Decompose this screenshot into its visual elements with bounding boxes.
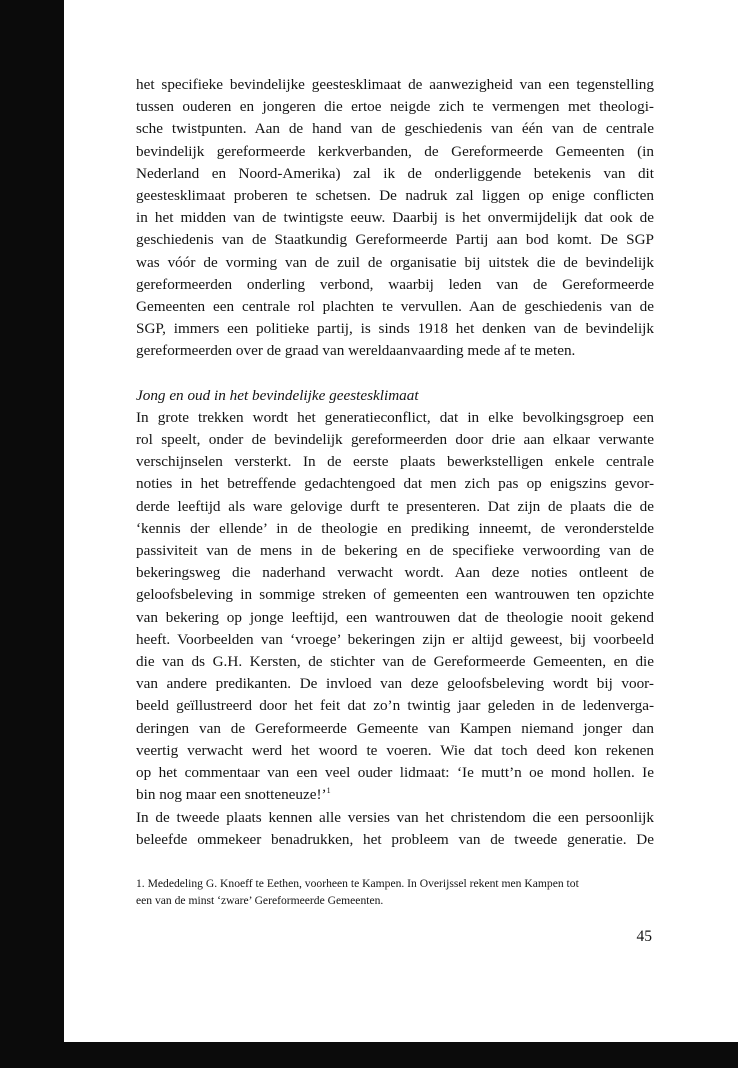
text-line-with-footnote (136, 784, 654, 806)
paragraph-2 (136, 407, 654, 807)
text-line: derde leeftijd als ware gelovige durft te presenteren. Dat zijn de plaats die de (136, 497, 654, 515)
text-line: veertig verwacht werd het woord te voeren. Wie dat toch deed kon rekenen (136, 741, 654, 759)
text-line: sche twistpunten. Aan de hand van de geschiedenis van één van de centrale (136, 120, 654, 138)
page-body (136, 74, 654, 851)
text-line: Nederland en Noord-Amerika) zal ik de onderliggende betekenis van dit (136, 164, 654, 182)
text-line: noties in het betreffende gedachtengoed dat men zich pas op enigszins gevor- (136, 475, 654, 493)
text-line: passiviteit van de mens in de bekering en de specifieke verwoording van de (136, 542, 654, 560)
text-line: gereformeerden over de graad van wereldaanvaarding mede af te meten. (136, 342, 576, 360)
text-line: beleefde ommekeer benadrukken, het probleem van de tweede generatie. De (136, 830, 654, 848)
text-line: bekeringsweg die naderhand verwacht wordt. Aan deze noties ontleent de (136, 564, 654, 582)
text-line: In de tweede plaats kennen alle versies van het christendom die een persoonlijk (136, 808, 654, 826)
text-line: gereformeerden onderling verbond, waarbij leden van de Gereformeerde (136, 275, 654, 293)
footnote-line: 1. Mededeling G. Knoeff te Eethen, voorheen te Kampen. In Overijssel rekent men Kampen tot (136, 877, 579, 890)
text-line: in het midden van de twintigste eeuw. Daarbij is het onvermijdelijk dat ook de (136, 209, 654, 227)
text-line: heeft. Voorbeelden van ‘vroege’ bekeringen zijn er altijd geweest, bij voorbeeld (136, 630, 654, 648)
text-line: In grote trekken wordt het generatieconflict, dat in elke bevolkingsgroep een (136, 408, 654, 426)
section-heading: Jong en oud in het bevindelijke geestesklimaat (136, 386, 419, 404)
text-line: Gemeenten een centrale rol plachten te vervullen. Aan de geschiedenis van de (136, 298, 654, 316)
page-number: 45 (636, 928, 652, 945)
scan-border-left (0, 0, 64, 1068)
text-line: was vóór de vorming van de zuil de organisatie bij uitstek die de bevindelijk (136, 253, 654, 271)
text-line: beeld geïllustreerd door het feit dat zo’n twintig jaar geleden in de ledenverga- (136, 697, 654, 715)
text-line: deringen van de Gereformeerde Gemeente van Kampen niemand jonger dan (136, 719, 654, 737)
paragraph-1 (136, 74, 654, 363)
paragraph-gap (136, 363, 654, 385)
text-line: bevindelijk gereformeerde kerkverbanden, de Gereformeerde Gemeenten (in (136, 142, 654, 160)
text-line: het specifieke bevindelijke geestesklimaat de aanwezigheid van een tegenstelling (136, 76, 654, 93)
footnote-line: een van de minst ‘zware’ Gereformeerde Gemeenten. (136, 894, 384, 907)
text-line: van bekering op jonge leeftijd, een wantrouwen dat de theologie nooit gekend (136, 608, 654, 626)
text-line: die van ds G.H. Kersten, de stichter van de Gereformeerde Gemeenten, en die (136, 653, 654, 671)
text-line: van andere predikanten. De invloed van deze geloofsbeleving wordt bij voor- (136, 675, 654, 693)
paragraph-3 (136, 807, 654, 851)
scan-border-bottom (64, 1042, 738, 1068)
text-line-content: bin nog maar een snotteneuze!’ (136, 786, 327, 804)
text-line: verschijnselen versterkt. In de eerste plaats bewerkstelligen enkele centrale (136, 453, 654, 471)
text-line: geschiedenis van de Staatkundig Gereformeerde Partij aan bod komt. De SGP (136, 231, 654, 249)
text-line: rol speelt, onder de bevindelijk gereformeerden door drie aan elkaar verwante (136, 431, 654, 449)
text-line: ‘kennis der ellende’ in de theologie en prediking inneemt, de veronderstelde (136, 519, 654, 537)
text-line: op het commentaar van een veel ouder lidmaat: ‘Ie mutt’n oe mond hollen. Ie (136, 764, 654, 782)
footnotes (136, 875, 656, 909)
text-line: geloofsbeleving in sommige streken of gemeenten een wantrouwen ten opzichte (136, 586, 654, 604)
text-line: SGP, immers een politieke partij, is sinds 1918 het denken van de bevindelijk (136, 320, 654, 338)
text-line: geestesklimaat proberen te schetsen. De nadruk zal liggen op enige conflicten (136, 187, 654, 205)
footnote-reference: 1 (326, 786, 331, 796)
text-line: tussen ouderen en jongeren die ertoe neigde zich te vermengen met theologi- (136, 98, 654, 116)
